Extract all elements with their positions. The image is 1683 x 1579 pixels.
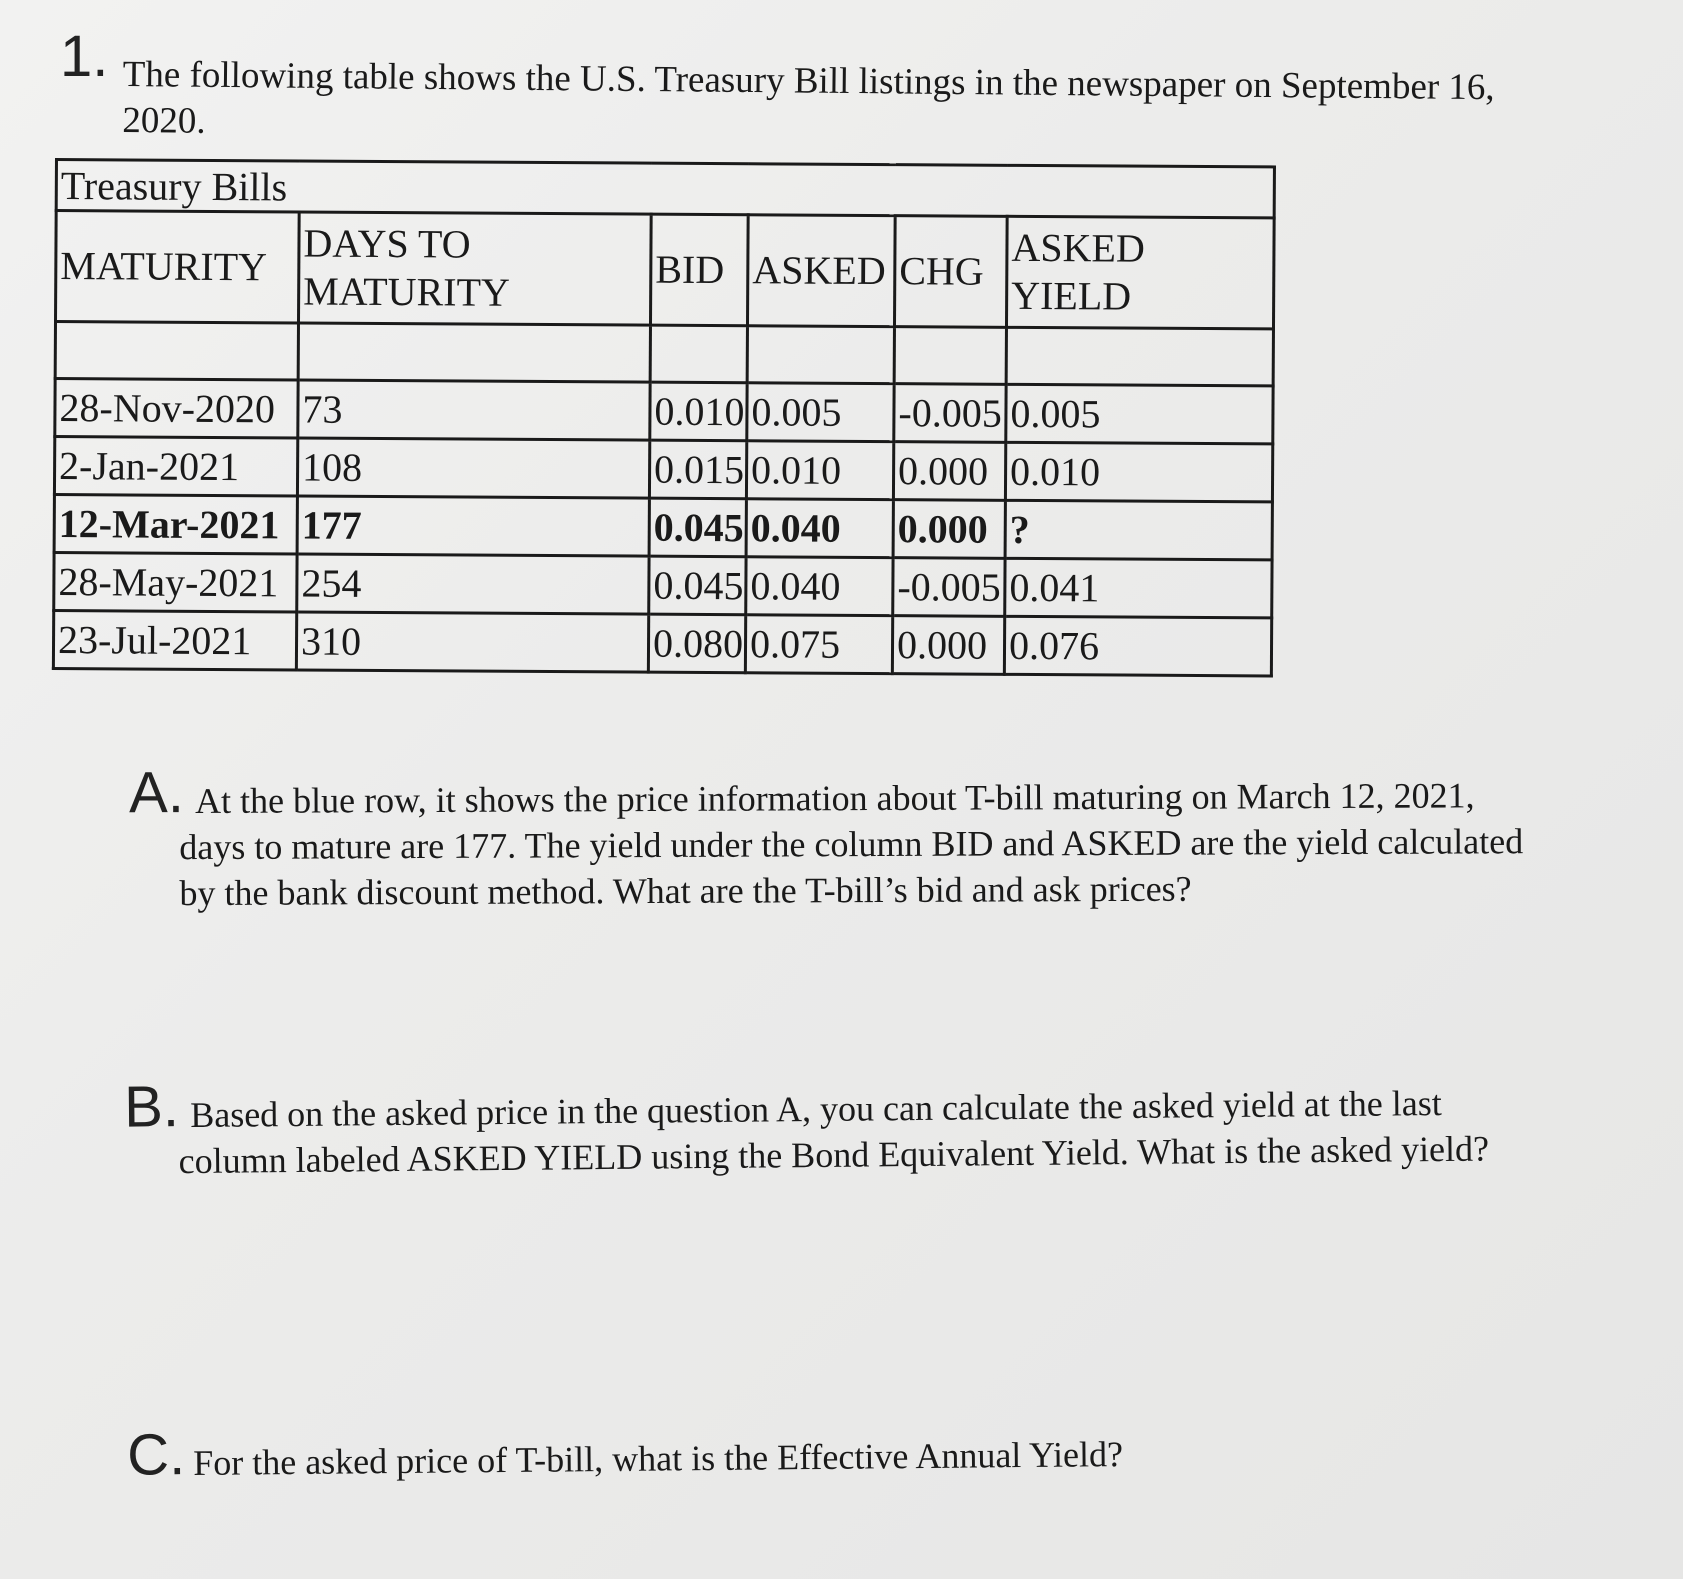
table-blank-row — [55, 322, 1273, 386]
cell-asked: 0.040 — [746, 499, 893, 558]
cell-bid: 0.010 — [650, 382, 747, 441]
header-days-to-maturity — [298, 212, 651, 325]
cell-chg: 0.000 — [892, 616, 1004, 675]
cell-asked: 0.005 — [747, 383, 894, 442]
header-maturity: MATURITY — [56, 211, 300, 323]
blank-cell — [298, 323, 650, 382]
part-c-letter: C. — [126, 1422, 186, 1488]
treasury-bills-table-container — [52, 158, 1273, 677]
blank-cell — [650, 325, 747, 383]
header-days-line2: MATURITY — [303, 268, 510, 315]
table-title-row — [56, 160, 1274, 218]
cell-asked: 0.010 — [746, 441, 893, 500]
cell-bid: 0.080 — [648, 614, 745, 673]
part-a-letter: A. — [128, 760, 185, 826]
cell-maturity: 12-Mar-2021 — [54, 495, 297, 554]
blank-cell — [1006, 327, 1273, 386]
cell-chg: -0.005 — [893, 558, 1005, 617]
cell-maturity: 28-Nov-2020 — [55, 379, 298, 438]
part-c-line1: For the asked price of T-bill, what is the Effective Annual Yield? — [193, 1434, 1124, 1483]
table-header-row — [56, 211, 1275, 329]
cell-days: 108 — [297, 438, 649, 498]
cell-asked-yield: 0.041 — [1005, 558, 1272, 618]
cell-days: 310 — [296, 612, 648, 672]
part-a-line2: days to mature are 177. The yield under the column BID and ASKED are the yield calculated — [179, 821, 1524, 868]
question-stem — [122, 52, 1573, 158]
cell-bid: 0.045 — [649, 498, 746, 557]
cell-days: 254 — [297, 554, 649, 614]
part-b-letter: B. — [123, 1074, 180, 1140]
header-asked-yield — [1006, 216, 1274, 329]
part-c — [126, 1422, 1593, 1488]
part-a — [128, 760, 1636, 916]
cell-asked-yield: 0.076 — [1004, 616, 1271, 676]
cell-asked-yield: 0.005 — [1006, 384, 1273, 444]
cell-maturity: 23-Jul-2021 — [53, 611, 296, 670]
table-row — [55, 379, 1273, 444]
cell-days: 177 — [297, 496, 649, 556]
cell-chg: 0.000 — [893, 500, 1005, 559]
cell-days: 73 — [298, 380, 650, 440]
question-number: 1. — [60, 24, 109, 89]
cell-asked-yield: ? — [1005, 500, 1272, 560]
part-a-line1: At the blue row, it shows the price information about T-bill maturing on March 12, 2021, — [195, 775, 1475, 821]
header-days-line1: DAYS TO — [303, 220, 471, 267]
table-row-highlighted — [54, 495, 1272, 560]
part-b-line2: column labeled ASKED YIELD using the Bond Equivalent Yield. What is the asked yield? — [178, 1128, 1490, 1182]
cell-bid: 0.045 — [649, 556, 746, 615]
treasury-bills-table — [52, 158, 1276, 677]
part-a-line3: by the bank discount method. What are the T-bill’s bid and ask prices? — [179, 868, 1192, 914]
part-b — [123, 1074, 1621, 1184]
cell-asked-yield: 0.010 — [1005, 442, 1272, 502]
cell-asked: 0.040 — [746, 557, 893, 616]
question-stem-line1: The following table shows the U.S. Treasury Bill listings in the newspaper on September 16, — [122, 53, 1495, 109]
header-chg: CHG — [894, 216, 1007, 328]
blank-cell — [55, 322, 298, 380]
header-asked: ASKED — [747, 215, 895, 327]
cell-chg: 0.000 — [893, 442, 1005, 501]
cell-maturity: 28-May-2021 — [54, 553, 297, 612]
header-asked-yield-line1: ASKED — [1011, 224, 1145, 271]
cell-chg: -0.005 — [894, 384, 1006, 443]
header-bid: BID — [650, 214, 748, 326]
blank-cell — [894, 327, 1006, 385]
table-title: Treasury Bills — [56, 160, 1274, 218]
table-row — [53, 611, 1271, 676]
blank-cell — [747, 326, 894, 384]
part-b-line1: Based on the asked price in the question A, you can calculate the asked yield at the last — [190, 1082, 1442, 1135]
cell-asked: 0.075 — [745, 615, 892, 674]
table-row — [54, 553, 1272, 618]
table-row — [54, 437, 1272, 502]
question-stem-line2: 2020. — [122, 99, 206, 142]
header-asked-yield-line2: YIELD — [1011, 272, 1132, 319]
cell-bid: 0.015 — [649, 440, 746, 499]
cell-maturity: 2-Jan-2021 — [54, 437, 297, 496]
